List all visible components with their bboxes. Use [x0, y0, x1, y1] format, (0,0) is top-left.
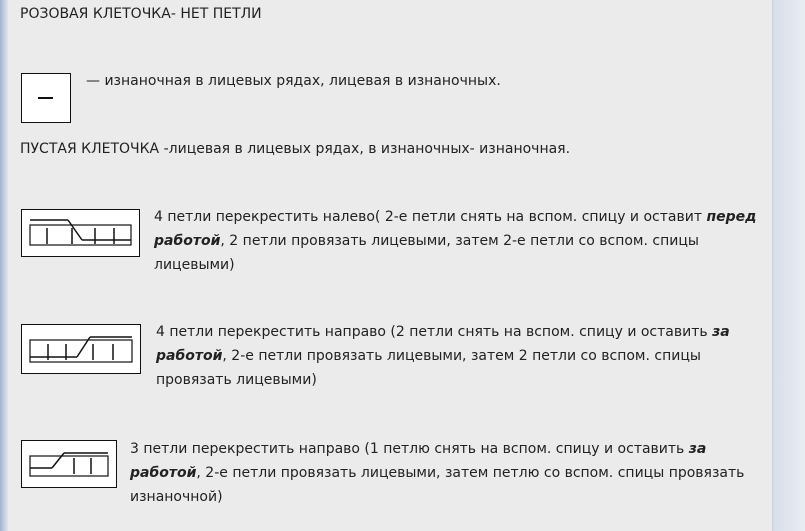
- cable-4-left-icon: [21, 209, 140, 257]
- cable-4-right-text-b: , 2-е петли провязать лицевыми, затем 2 петли со вспом. спицы провязать лицевыми): [156, 348, 701, 388]
- legend-purl-text: — изнаночная в лицевых рядах, лицевая в изнаночных.: [86, 73, 501, 89]
- cable-4-left-description: [154, 205, 764, 277]
- cable-4-right-text-a: 4 петли перекрестить направо (2 петли снять на вспом. спицу и оставить: [156, 324, 713, 340]
- cable-3-right-text-b: , 2-е петли провязать лицевыми, затем петлю со вспом. спицы провязать изнаночной): [130, 465, 745, 505]
- cable-4-right-description: [156, 320, 766, 392]
- cable-4-right-emphasis: за работой: [156, 324, 730, 364]
- cable-4-left-text-b: , 2 петли провязать лицевыми, затем 2-е петли со вспом. спицы лицевыми): [154, 233, 699, 273]
- cable-3-right-text-a: 3 петли перекрестить направо (1 петлю снять на вспом. спицу и оставить: [130, 441, 689, 457]
- cable-3-right-description: [130, 437, 764, 509]
- cable-3-right-emphasis: за работой: [130, 441, 707, 481]
- dash-symbol-icon: [21, 73, 71, 123]
- cable-3-right-icon: [21, 440, 117, 488]
- heading-pink-cell: РОЗОВАЯ КЛЕТОЧКА- НЕТ ПЕТЛИ: [20, 6, 262, 22]
- cable-4-right-icon: [21, 324, 141, 374]
- heading-empty-cell: ПУСТАЯ КЛЕТОЧКА -лицевая в лицевых рядах, в изнаночных- изнаночная.: [20, 141, 571, 157]
- cable-4-left-text-a: 4 петли перекрестить налево( 2-е петли снять на вспом. спицу и оставит: [154, 209, 707, 225]
- cable-4-left-emphasis: перед работой: [154, 209, 757, 249]
- scrollbar-track[interactable]: [772, 0, 805, 531]
- left-border-stripe: [0, 0, 8, 531]
